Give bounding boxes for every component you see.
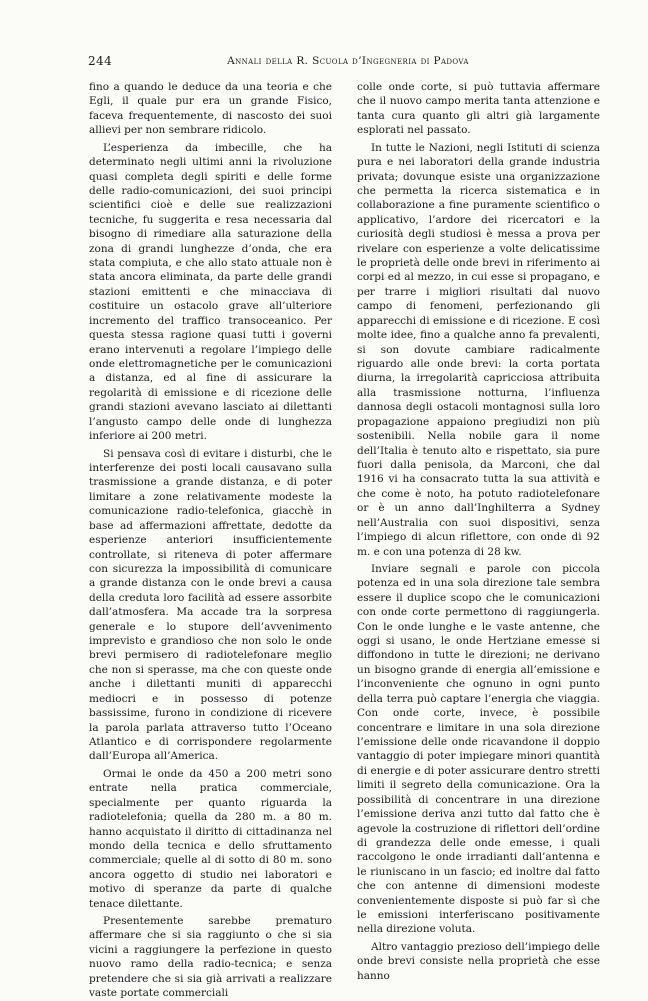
right-column [357, 80, 600, 983]
paragraph: Presentemente sarebbe prematuro affermare che si sia raggiunto o che si sia vicini a raggiungere la perfezione in questo nuovo ramo della radio-tecnica; e senza pretendere che si sia già arrivati a realizzare vaste portate commerciali [89, 915, 332, 1000]
paragraph: In tutte le Nazioni, negli Istituti di scienza pura e nei laboratori della grande industria privata; dovunque esiste una organizzazione che permetta la ricerca sistematica e in collaborazione a fine puramente scientifico o applicativo, l’ardore dei ricercatori e la curiosità degli studiosi è messa a prova per rivelare con esperienze a volte delicatissime le proprietà delle onde brevi in riferimento ai corpi ed al mezzo, in cui esse si propagano, e per trarre i migliori risultati dal nuovo campo di fenomeni, perfezionando gli apparecchi di emissione e di ricezione. E così molte idee, fino a qualche anno fa prevalenti, si son dovute cambiare radicalmente riguardo alle onde brevi: la corta portata diurna, la irregolarità capricciosa attribuita alla trasmissione notturna, l’influenza dannosa degli ostacoli montagnosi sulla loro propagazione appaiono pregiudizi non più sostenibili. Nella nobile gara il nome dell’Italia è tenuto alto e rispettato, sia pure fuori dalla penisola, da Marconi, che dal 1916 vi ha consacrato tutta la sua attività e che come è noto, ha potuto radiotelefonare or è un anno dall’Inghilterra a Sydney nell’Australia con suoi dispositivi, senza l’impiego di alcun riflettore, con onde di 92 m. e con una potenza di 28 kw. [357, 141, 600, 558]
paragraph: Ormai le onde da 450 a 200 metri sono entrate nella pratica commerciale, specialmente per quanto riguarda la radiotelefonia; quella da 280 m. a 80 m. hanno acquistato il diritto di cittadinanza nel mondo della tecnica e dello sfruttamento commerciale; quelle al di sotto di 80 m. sono ancora oggetto di studio nei laboratori e motivo di speranze da parte di qualche tenace dilettante. [89, 767, 332, 910]
page-number: 244 [88, 54, 113, 68]
running-title: Annali della R. Scuola d’Ingegneria di Padova [227, 55, 469, 67]
paragraph: colle onde corte, si può tuttavia affermare che il nuovo campo merita tanta attenzione e tanta cura quanto gli altri già largamente esplorati nel passato. [357, 81, 600, 137]
paragraph: Si pensava così di evitare i disturbi, che le interferenze dei posti locali causavano sulla trasmissione a grande distanza, e di poter limitare a zone relativamente modeste la comunicazione radio-telefonica, giacchè in base ad affermazioni affrettate, dedotte da esperienze anteriori insufficientemente controllate, si riteneva di poter affermare con sicurezza la impossibilità di comunicare a grande distanza con le onde brevi a causa della creduta loro facilità ad essere assorbite dall’atmosfera. Ma accade tra la sorpresa generale e lo stupore dell’avvenimento imprevisto e grandioso che non solo le onde brevi permisero di radiotelefonare meglio che non si sperasse, ma che con queste onde anche i dilettanti muniti di apparecchi mediocri e in possesso di potenze bassissime, furono in condizione di ricevere la parola parlata attraverso tutto l’Oceano Atlantico e di corrispondere regolarmente dall’Europa all’America. [89, 447, 332, 763]
left-column [89, 80, 332, 1001]
paragraph: Inviare segnali e parole con piccola potenza ed in una sola direzione tale sembra essere il duplice scopo che le comunicazioni con onde corte permettono di raggiungerla. Con le onde lunghe e le vaste antenne, che oggi si usano, le onde Hertziane emesse si diffondono in tutte le direzioni; ne derivano un bisogno grande di energia all’emissione e l’inconveniente che ognuno in ogni punto della terra può captare l’energia che viaggia. Con onde corte, invece, è possibile concentrare e limitare in una sola direzione l’emissione delle onde ricavandone il doppio vantaggio di poter impiegare minori quantità di energie e di poter assicurare dentro stretti limiti il segreto della comunicazione. Ora la possibilità di concentrare in una direzione l’emissione deriva anzi tutto dal fatto che è agevole la costruzione di riflettori dell’ordine di grandezza delle onde emesse, i quali raccolgono le onde irradianti dall’antenna e le riuniscano in un fascio; ed inoltre dal fatto che con antenne di dimensioni modeste convenientemente disposte si può far sì che le emissioni interferiscano positivamente nella direzione voluta. [357, 562, 600, 936]
paragraph: L’esperienza da imbecille, che ha determinato negli ultimi anni la rivoluzione quasi completa degli spiriti e delle forme delle radio-comunicazioni, dei suoi principi scientifici cioè e delle sue realizzazioni tecniche, fu suggerita e resa necessaria dal bisogno di rimediare alla saturazione della zona di grandi lunghezze d’onda, che era stata compiuta, e che allo stato attuale non è stata ancora eliminata, da parte delle grandi stazioni emittenti e che minacciava di costituire un ostacolo grave all’ulteriore incremento del traffico transoceanico. Per questa stessa ragione quasi tutti i governi erano intervenuti a regolare l’impiego delle onde elettromagnetiche per le comunicazioni a distanza, ed al fine di assicurare la regolarità di emissione e di ricezione delle grandi stazioni avevano lasciato ai dilettanti l’angusto campo delle onde di lunghezza inferiore ai 200 metri. [89, 141, 332, 443]
paragraph: Altro vantaggio prezioso dell’impiego delle onde brevi consiste nella proprietà che esse hanno [357, 940, 600, 982]
page-header [88, 54, 608, 70]
paragraph: fino a quando le deduce da una teoria e che Egli, il quale pur era un grande Fisico, faceva frequentemente, di nascosto dei suoi allievi per non sembrare ridicolo. [89, 81, 332, 137]
